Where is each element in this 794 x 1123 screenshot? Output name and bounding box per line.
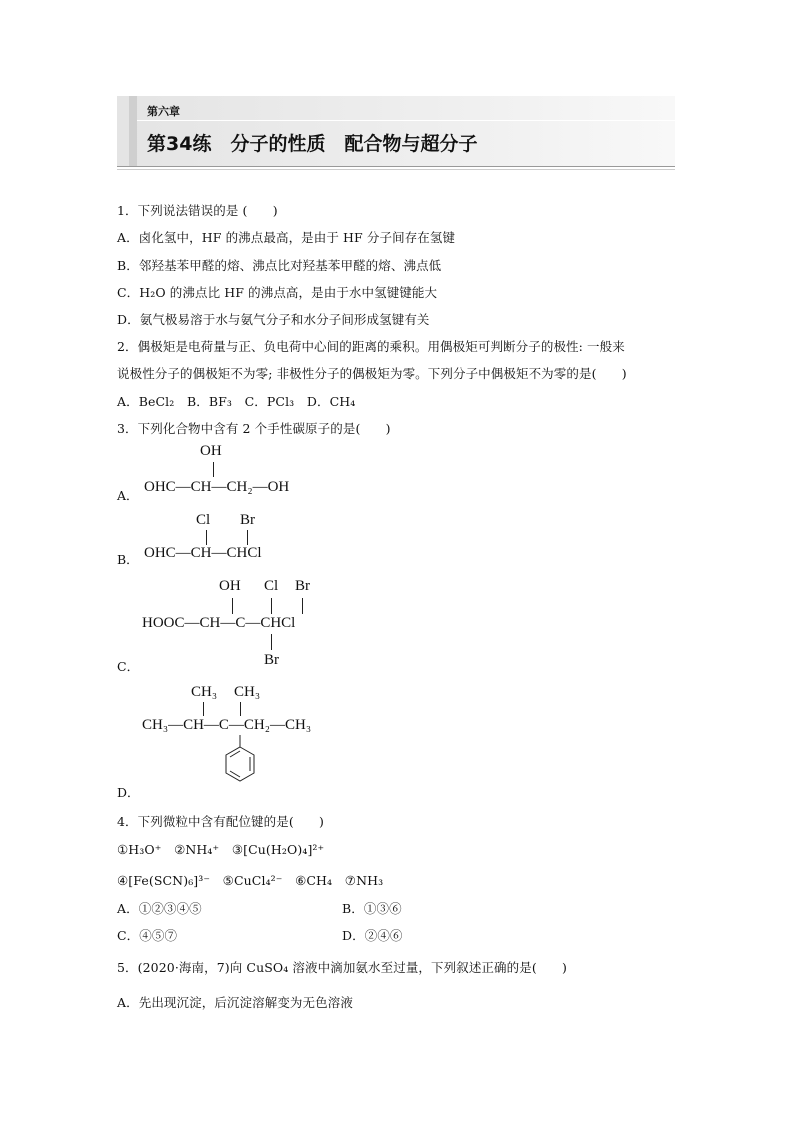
q1-option-a: A．卤化氢中，HF 的沸点最高，是由于 HF 分子间存在氢键 [117,230,456,245]
q1-option-c: C．H₂O 的沸点比 HF 的沸点高，是由于水中氢键键能大 [117,285,438,300]
q2-options: A．BeCl₂ B．BF₃ C．PCl₃ D．CH₄ [117,394,356,409]
q3-option-c-label: C． [117,659,140,674]
q3-option-d-label: D． [117,785,140,800]
q4-option-a: A．①②③④⑤ [117,901,202,916]
header-underline-shadow [117,169,675,170]
q3b-bond-2 [247,530,248,545]
q5-option-a: A．先出现沉淀，后沉淀溶解变为无色溶液 [117,995,353,1010]
q3a-oh: OH [200,443,222,459]
page-title: 第34练 分子的性质 配合物与超分子 [147,133,478,155]
q3d-ch3-1: CH₃ [191,684,218,700]
header-underline [117,166,675,167]
q4-option-d: D．②④⑥ [342,928,403,943]
header-divider [137,120,675,121]
q4-option-c: C．④⑤⑦ [117,928,178,943]
q4-items-line2: ④[Fe(SCN)₆]³⁻ ⑤CuCl₄²⁻ ⑥CH₄ ⑦NH₃ [117,873,384,888]
q3b-br: Br [240,512,255,528]
q1-option-b: B．邻羟基苯甲醛的熔、沸点比对羟基苯甲醛的熔、沸点低 [117,258,442,273]
chapter-label: 第六章 [147,105,180,118]
q2-stem-line2: 说极性分子的偶极矩不为零; 非极性分子的偶极矩为零。下列分子中偶极矩不为零的是( ) [117,366,627,381]
q3c-bond-1 [232,598,233,614]
q3c-bond-2 [271,598,272,614]
q3c-br-top: Br [295,578,310,594]
q1-option-d: D．氨气极易溶于水与氨气分子和水分子间形成氢键有关 [117,312,430,327]
q3d-bond-2 [240,702,241,716]
header-accent-bar [129,96,137,166]
q3d-bond-1 [203,702,204,716]
q2-stem-line1: 2．偶极矩是电荷量与正、负电荷中心间的距离的乘积。用偶极矩可判断分子的极性: 一般来 [117,339,625,354]
q3c-cl: Cl [264,578,279,594]
q3c-bond-4 [271,634,272,650]
q3c-bond-3 [302,598,303,614]
q4-items-line1: ①H₃O⁺ ②NH₄⁺ ③[Cu(H₂O)₄]²⁺ [117,842,325,857]
q5-stem: 5．(2020·海南，7)向 CuSO₄ 溶液中滴加氨水至过量，下列叙述正确的是( ) [117,960,567,975]
q3b-cl: Cl [196,512,211,528]
q3a-formula: OHC—CH—CH₂—OH [144,479,290,495]
q3c-oh: OH [219,578,241,594]
q3b-formula: OHC—CH—CHCl [144,545,262,561]
q3-option-b-label: B． [117,552,139,567]
q1-stem: 1．下列说法错误的是 ( ) [117,203,278,218]
q3-stem: 3．下列化合物中含有 2 个手性碳原子的是( ) [117,421,391,436]
q3d-ch3-2: CH₃ [234,684,261,700]
chapter-header [117,96,675,166]
q3c-formula: HOOC—CH—C—CHCl [142,615,296,631]
q4-option-b: B．①③⑥ [342,901,402,916]
q4-stem: 4．下列微粒中含有配位键的是( ) [117,814,325,829]
q3a-bond [213,462,214,477]
q3d-formula: CH₃—CH—C—CH₂—CH₃ [142,717,312,733]
q3-option-a-label: A． [117,488,139,503]
q3b-bond-1 [206,530,207,545]
benzene-ring-icon [220,735,260,795]
q3c-br-bottom: Br [264,652,279,668]
